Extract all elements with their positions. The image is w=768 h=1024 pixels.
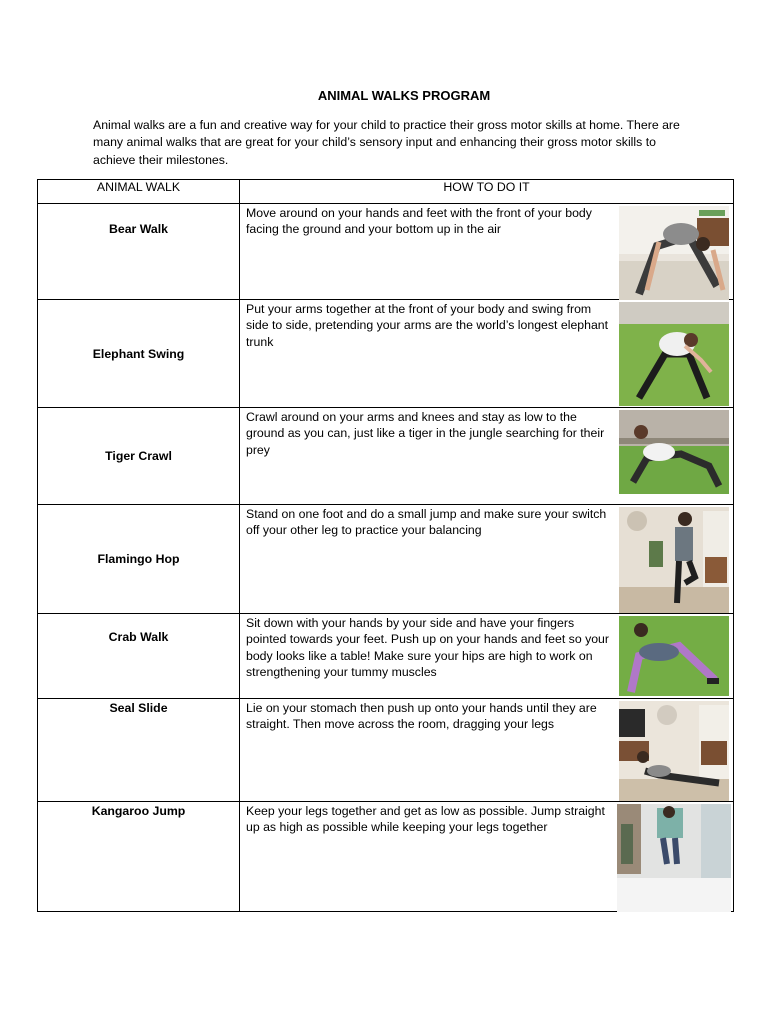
intro-paragraph: Animal walks are a fun and creative way for your child to practice their gross motor skills at home. There are many animal walks that are great for your child’s sensory input and enhancing their gross motor skills to achieve their milestones.	[93, 118, 680, 167]
elephant-swing-photo	[619, 302, 729, 406]
tiger-crawl-photo	[619, 410, 729, 494]
seal-slide-photo	[619, 701, 729, 801]
table-row	[38, 802, 734, 912]
instruction-cell	[240, 204, 734, 300]
kangaroo-jump-photo	[617, 804, 731, 912]
header-how-to-do-it: HOW TO DO IT	[240, 180, 734, 204]
instruction-text: Move around on your hands and feet with the front of your body facing the ground and your bottom up in the air	[246, 206, 592, 237]
table-row	[38, 204, 734, 300]
flamingo-hop-photo	[619, 507, 729, 613]
instruction-text: Put your arms together at the front of your body and swing from side to side, pretending your arms are the world’s longest elephant trunk	[246, 302, 609, 349]
table-header-row	[38, 180, 734, 204]
animal-name: Elephant Swing	[38, 300, 240, 408]
table-row	[38, 505, 734, 614]
table-row	[38, 614, 734, 699]
instruction-cell	[240, 505, 734, 614]
header-animal-walk: ANIMAL WALK	[38, 180, 240, 204]
animal-name: Crab Walk	[38, 614, 240, 699]
instruction-text: Keep your legs together and get as low as possible. Jump straight up as high as possible while keeping your legs together	[246, 804, 605, 835]
crab-walk-photo	[619, 616, 729, 696]
bear-walk-photo	[619, 206, 729, 300]
instruction-text: Lie on your stomach then push up onto your hands until they are straight. Then move across the room, dragging your legs	[246, 701, 597, 732]
document-title: ANIMAL WALKS PROGRAM	[317, 88, 491, 103]
animal-name: Tiger Crawl	[38, 408, 240, 505]
animal-name: Bear Walk	[38, 204, 240, 300]
animal-name: Seal Slide	[38, 699, 240, 802]
table-row	[38, 699, 734, 802]
instruction-text: Sit down with your hands by your side and have your fingers pointed towards your feet. Push up on your hands and feet so your body looks like a table! Make sure your hips are high to work on strengthening your tummy muscles	[246, 616, 609, 679]
animal-walks-table	[37, 179, 734, 912]
instruction-cell	[240, 300, 734, 408]
animal-name: Kangaroo Jump	[38, 802, 240, 912]
instruction-text: Stand on one foot and do a small jump and make sure your switch off your other leg to practice your balancing	[246, 507, 607, 538]
instruction-text: Crawl around on your arms and knees and stay as low to the ground as you can, just like a tiger in the jungle searching for their prey	[246, 410, 605, 457]
animal-name: Flamingo Hop	[38, 505, 240, 614]
instruction-cell	[240, 802, 734, 912]
table-row	[38, 300, 734, 408]
instruction-cell	[240, 699, 734, 802]
instruction-cell	[240, 408, 734, 505]
instruction-cell	[240, 614, 734, 699]
table-row	[38, 408, 734, 505]
